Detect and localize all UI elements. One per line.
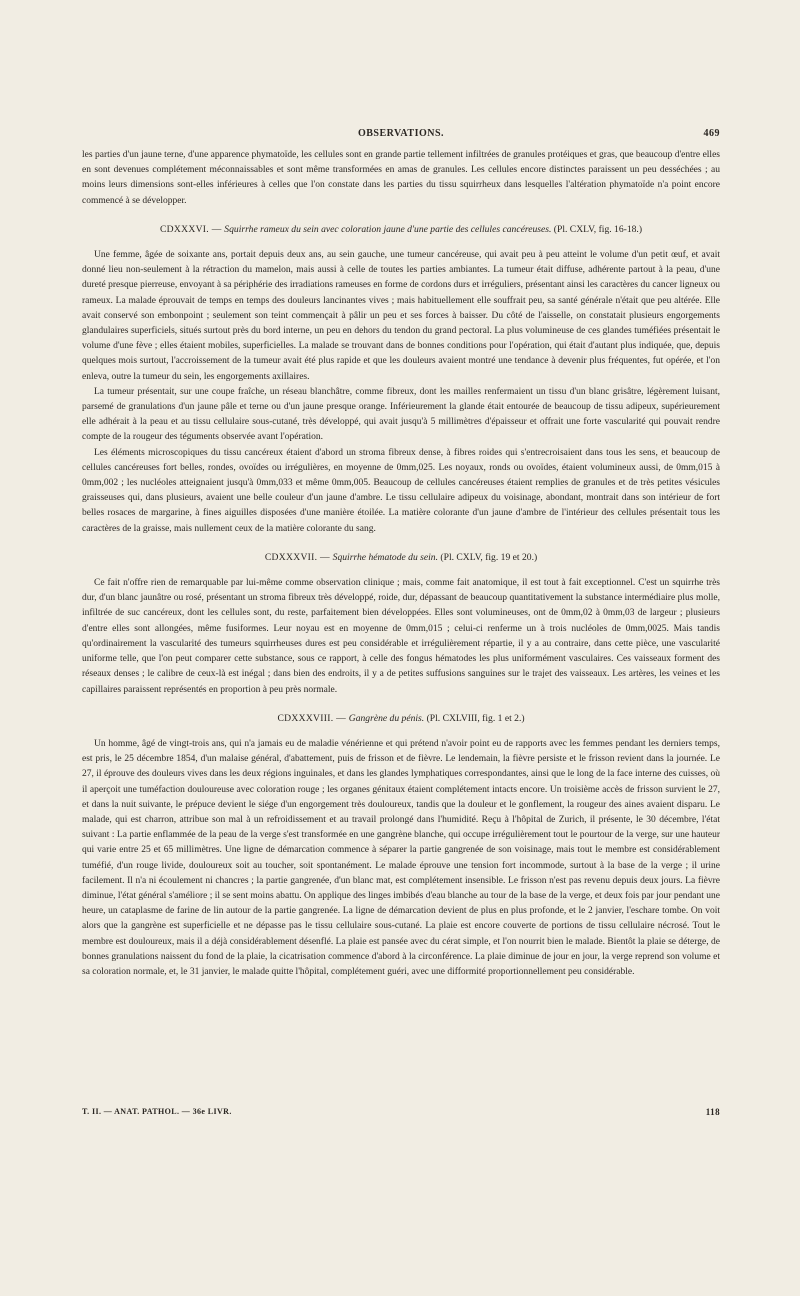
paragraph-continued: les parties d'un jaune terne, d'une apparence phymatoïde, les cellules sont en grande partie tellement infiltrées de granules protéiques et gras, que beaucoup d'entre elles en sont devenues complétement méconnaissables et sont même transformées en amas de granules. Les cellules encore distinctes paraissent un peu desséchées ; au moins leurs dimensions sont-elles inférieures à celles que l'on constate dans les parties du tissu squirrheux dans lesquelles l'altération phymatoïde n'a point encore commencé à se développer. — [82, 150, 720, 206]
page-body — [82, 148, 720, 980]
plate-reference: (Pl. CXLV, fig. 19 et 20.) — [438, 551, 538, 563]
paragraph: Ce fait n'offre rien de remarquable par lui-même comme observation clinique ; mais, comme fait anatomique, il est tout à fait exceptionnel. C'est un squirrhe très dur, d'un blanc jaunâtre ou rosé, présentant un stroma fibreux très développé, roide, dur, dépassant de beaucoup quantitativement la substance intermédiaire plus molle, infiltrée de suc cancéreux, dont les cellules sont, du reste, parfaitement bien développées. Elles sont volumineuses, ont de 0mm,02 à 0mm,03 de largeur ; plusieurs d'entre elles sont allongées, même fusiformes. Leur noyau est en moyenne de 0mm,015 ; celui-ci renferme un à trois nucléoles de 0mm,0025. Mais tandis qu'ordinairement la vascularité des tumeurs squirrheuses dures est peu considérable et irrégulièrement répartie, il y a au contraire, dans cette pièce, une vascularité uniforme telle, que l'on peut comparer cette substance, sous ce rapport, à celle des fongus hématodes les plus uniformément vasculaires. Ces vaisseaux forment des réseaux denses ; le calibre de ceux-là est inégal ; dans bien des endroits, il y a de petites suffusions sanguines sur le trajet des vaisseaux. Les artères, les veines et les capillaires paraissent représentés en proportion à peu près normale. — [82, 578, 720, 695]
paragraph: Un homme, âgé de vingt-trois ans, qui n'a jamais eu de maladie vénérienne et qui prétend n'avoir point eu de rapports avec les femmes pendant les derniers temps, est pris, le 25 décembre 1854, d'un malaise général, d'abattement, puis de frisson et de fièvre. Le lendemain, la fièvre persiste et le frisson revient dans la journée. Le 27, il éprouve des douleurs vives dans les deux régions inguinales, et dans les glandes lymphatiques correspondantes, ainsi que le long de la face interne des cuisses, où il aperçoit une tuméfaction douloureuse avec coloration rouge ; les organes génitaux étaient complétement intacts encore. Un troisième accès de frisson survient le 27, et dans la nuit suivante, le prépuce devient le siége d'un engorgement très douloureux, tandis que la douleur et le gonflement, la rougeur des aines avaient disparu. Le malade, qui est charron, attribue son mal à un refroidissement et au travail prolongé dans l'humidité. Reçu à l'hôpital de Zurich, il présente, le 30 décembre, l'état suivant : La partie enflammée de la peau de la verge s'est transformée en une gangrène blanche, qui occupe irrégulièrement tout le pourtour de la verge, sur une hauteur qui varie entre 25 et 65 millimètres. Une ligne de démarcation commence à séparer la partie gangrenée de son voisinage, mais tout le membre est considérablement tuméfié, d'un rouge livide, douloureux soit au toucher, soit spontanément. Le malade éprouve une tension fort incommode, surtout à la base de la verge ; il urine facilement. Il n'a ni écoulement ni chancres ; la partie gangrenée, d'un blanc mat, est complétement insensible. Le frisson n'est pas revenu depuis deux jours. La fièvre diminue, l'état général s'améliore ; il se sent moins abattu. On applique des linges imbibés d'eau blanche au tour de la base de la verge, et deux fois par jour pendant une heure, un cataplasme de farine de lin autour de la partie gangrenée. La ligne de démarcation devient de plus en plus profonde, et le 2 janvier, l'eschare tombe. On voit alors que la gangrène est superficielle et ne dépasse pas le tissu cellulaire sous-cutané. La plaie est encore couverte de portions de tissu cellulaire nécrosé. Tout le membre est douloureux, mais il a déjà considérablement désenflé. La plaie est pansée avec du cérat simple, et l'on nourrit bien le malade. Bientôt la plaie se déterge, de bonnes granulations naissent du fond de la plaie, la cicatrisation commence d'abord à la circonférence. La plaie diminue de jour en jour, la verge reprend son volume et sa coloration normale, et, le 31 janvier, le malade quitte l'hôpital, complétement guéri, avec une difformité proportionnellement peu considérable. — [82, 738, 720, 977]
observation-title: Squirrhe rameux du sein avec coloration jaune d'une partie des cellules cancéreuses. — [224, 223, 552, 235]
observation-number: CDXXXVII. — — [264, 551, 333, 563]
observation-number: CDXXXVIII. — — [277, 712, 349, 724]
paragraph: Les éléments microscopiques du tissu cancéreux étaient d'abord un stroma fibreux dense, à fibres roides qui s'entrecroisaient dans tous les sens, et beaucoup de cellules cancéreuses fort belles, rondes, ovoïdes ou irrégulières, en moyenne de 0mm,025. Les noyaux, ronds ou ovoïdes, étaient volumineux aussi, de 0mm,015 à 0mm,002 ; les nucléoles atteignaient jusqu'à 0mm,033 et même 0mm,005. Beaucoup de cellules cancéreuses étaient remplies de granules et de très petites vésicules graisseuses qui, dans plusieurs, avaient une belle couleur d'un jaune d'ambre. Le tissu cellulaire adipeux du voisinage, abondant, montrait dans son intérieur de fort belles rosaces de margarine, à fines aiguilles disposées d'une manière étoilée. La matière colorante d'un jaune d'ambre de l'intérieur des cellules présentait tous les caractères de la graisse, mais nullement ceux de la matière colorante du sang. — [82, 447, 720, 534]
running-header — [82, 128, 720, 144]
observation-heading-437 — [82, 550, 720, 565]
printer-signature: T. II. — ANAT. PATHOL. — 36e LIVR. — [82, 1107, 232, 1116]
page-number: 469 — [703, 128, 720, 139]
observation-number: CDXXXVI. — — [159, 223, 225, 235]
observation-heading-438 — [82, 711, 720, 726]
page-title: OBSERVATIONS. — [357, 128, 445, 139]
sheet-number: 118 — [705, 1107, 720, 1117]
observation-heading-436 — [82, 222, 720, 237]
paragraph: La tumeur présentait, sur une coupe fraîche, un réseau blanchâtre, comme fibreux, dont les mailles renfermaient un tissu d'un blanc grisâtre, légèrement luisant, parsemé de granulations d'un jaune pâle et terne ou d'un jaune presque orange. Inférieurement la glande était entourée de beaucoup de tissu adipeux, supérieurement elle adhérait à la peau et au tissu cellulaire sous-cutané, très développé, qui avait jusqu'à 5 millimètres d'épaisseur et offrait une forte vascularité qui pouvait rendre compte de la rougeur des téguments observée avant l'opération. — [82, 386, 720, 443]
paragraph: Une femme, âgée de soixante ans, portait depuis deux ans, au sein gauche, une tumeur cancéreuse, qui avait peu à peu atteint le volume d'un petit œuf, et avait donné lieu non-seulement à la rétraction du mamelon, mais aussi à celle de toutes les parties ambiantes. La tumeur était diffuse, adhérente partout à la peau, d'une dureté presque pierreuse, envoyant à sa périphérie des irradiations rameuses en forme de cordons durs et irréguliers, présentant ainsi les caractères du cancer ligneux ou rameux. La malade éprouvait de temps en temps des douleurs lancinantes vives ; mais habituellement elle souffrait peu, sa santé générale n'était que peu altérée. Elle avait conservé son embonpoint ; seulement son teint commençait à pâlir un peu et ses forces à baisser. Du côté de l'aisselle, on constatait plusieurs engorgements glandulaires superficiels, situés surtout près du bord interne, un peu en dehors du tendon du grand pectoral. La plus volumineuse de ces glandes tuméfiées présentait le volume d'une fève ; elles étaient mobiles, superficielles. La malade se trouvant dans de bonnes conditions pour l'opération, qui était d'autant plus indiquée, que, depuis quelques mois surtout, l'accroissement de la tumeur avait été plus rapide et que les douleurs avaient montré une tendance à devenir plus fréquentes, fut opérée, et l'on enleva, outre la tumeur du sein, les engorgements axillaires. — [82, 250, 720, 382]
plate-reference: (Pl. CXLVIII, fig. 1 et 2.) — [424, 712, 525, 724]
observation-title: Gangrène du pénis. — [348, 712, 425, 724]
page-footer — [82, 1107, 720, 1121]
plate-reference: (Pl. CXLV, fig. 16-18.) — [551, 223, 643, 235]
observation-title: Squirrhe hématode du sein. — [332, 551, 439, 563]
